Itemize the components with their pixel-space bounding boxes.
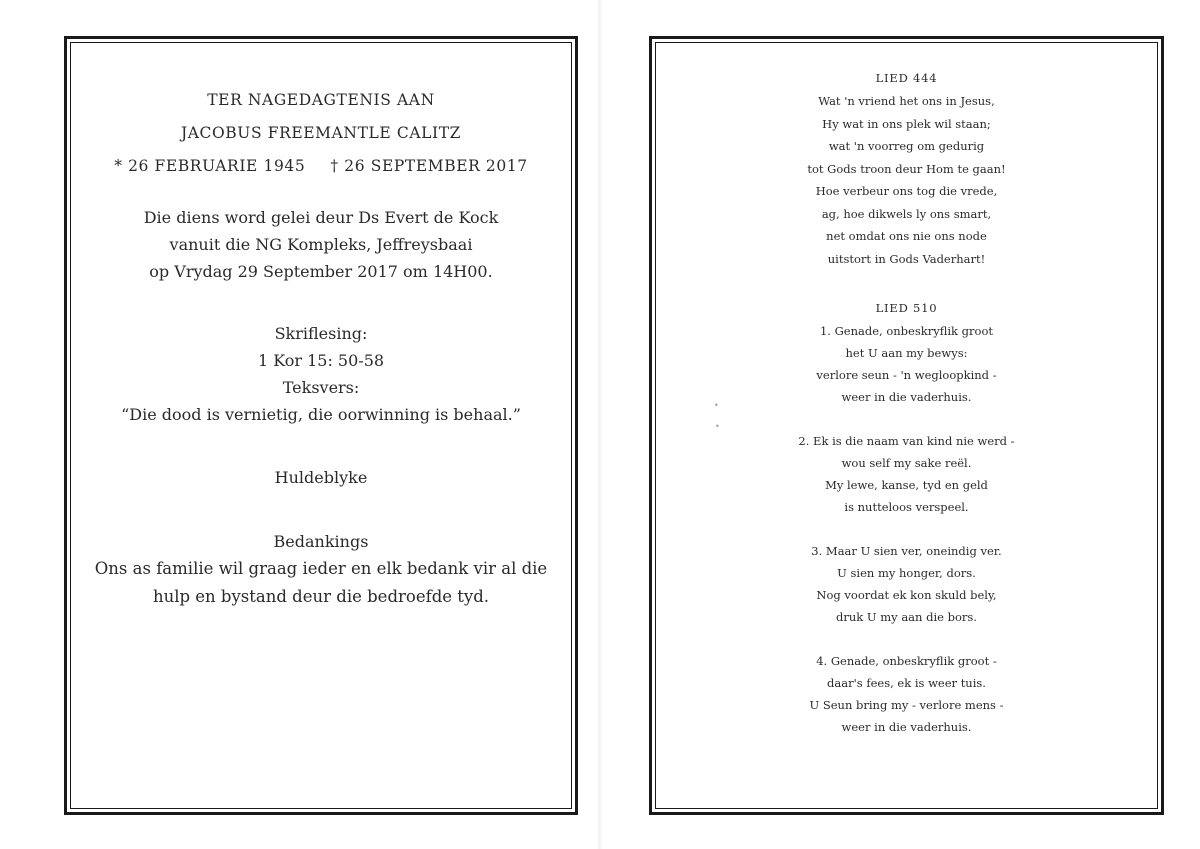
- text-verse-heading: Teksvers:: [282, 378, 360, 397]
- paper-speck: •: [714, 401, 719, 410]
- tributes-heading: Huldeblyke: [274, 468, 368, 487]
- left-page: [64, 36, 578, 815]
- right-page: [649, 36, 1164, 815]
- hymn-510-verse-3-line: U sien my honger, dors.: [837, 566, 976, 580]
- thanks-heading: Bedankings: [273, 532, 369, 551]
- service-line-2: vanuit die NG Kompleks, Jeffreysbaai: [169, 235, 473, 254]
- hymn-444-line: ag, hoe dikwels ly ons smart,: [821, 206, 992, 221]
- hymn-444-line: wat 'n voorreg om gedurig: [828, 139, 985, 153]
- hymn-510-verse-4-line: weer in die vaderhuis.: [841, 720, 972, 734]
- death-date: † 26 SEPTEMBER 2017: [330, 157, 528, 175]
- hymn-510-verse-2-line: My lewe, kanse, tyd en geld: [825, 478, 988, 492]
- hymn-510-verse-1-line: 1. Genade, onbeskryflik groot: [819, 324, 994, 338]
- hymn-510-verse-1-line: verlore seun - 'n wegloopkind -: [816, 368, 997, 382]
- hymn-510-verse-4-line: U Seun bring my - verlore mens -: [809, 698, 1004, 712]
- hymn-510-verse-1-line: weer in die vaderhuis.: [841, 390, 972, 404]
- thanks-line-1: Ons as familie wil graag ieder en elk bedank vir al die: [94, 559, 548, 578]
- hymn-510-verse-3-line: Nog voordat ek kon skuld bely,: [816, 588, 997, 602]
- hymn-510-verse-1-line: het U aan my bewys:: [845, 346, 968, 360]
- left-page-content: [77, 39, 565, 611]
- thanks-line-2: hulp en bystand deur die bedroefde tyd.: [152, 587, 490, 606]
- hymn-444-title: LIED 444: [875, 71, 938, 85]
- hymn-510-verse-2-line: wou self my sake reël.: [841, 456, 972, 470]
- deceased-name: JACOBUS FREEMANTLE CALITZ: [180, 124, 462, 142]
- hymn-444-line: tot Gods troon deur Hom te gaan!: [807, 161, 1006, 176]
- hymn-510-verse-4-line: 4. Genade, onbeskryflik groot -: [816, 654, 997, 668]
- service-line-1: Die diens word gelei deur Ds Evert de Kock: [143, 208, 499, 227]
- hymn-510-verse-3-line: druk U my aan die bors.: [836, 610, 977, 624]
- hymn-444-line: uitstort in Gods Vaderhart!: [827, 251, 986, 266]
- right-page-content: [662, 39, 1151, 738]
- paper-speck: •: [715, 422, 720, 431]
- memorial-heading: TER NAGEDAGTENIS AAN: [207, 91, 435, 109]
- hymn-444-line: Hy wat in ons plek wil staan;: [822, 116, 991, 131]
- hymn-444-line: Wat 'n vriend het ons in Jesus,: [818, 94, 995, 108]
- reading-heading: Skriflesing:: [274, 324, 368, 343]
- service-line-3: op Vrydag 29 September 2017 om 14H00.: [149, 262, 493, 281]
- reading-reference: 1 Kor 15: 50-58: [257, 351, 385, 370]
- hymn-510-verse-4-line: daar's fees, ek is weer tuis.: [827, 676, 986, 690]
- page-fold: [597, 0, 603, 849]
- birth-date: * 26 FEBRUARIE 1945: [114, 157, 306, 175]
- hymn-444-line: Hoe verbeur ons tog die vrede,: [815, 184, 998, 198]
- hymn-510-verse-3-line: 3. Maar U sien ver, oneindig ver.: [811, 544, 1002, 558]
- text-verse: “Die dood is vernietig, die oorwinning is behaal.”: [121, 405, 521, 424]
- hymn-510-verse-2-line: 2. Ek is die naam van kind nie werd -: [798, 434, 1015, 448]
- life-dates: [77, 150, 565, 183]
- hymn-510-title: LIED 510: [875, 301, 938, 315]
- hymn-444-line: net omdat ons nie ons node: [826, 229, 987, 243]
- hymn-510-verse-2-line: is nutteloos verspeel.: [844, 500, 969, 514]
